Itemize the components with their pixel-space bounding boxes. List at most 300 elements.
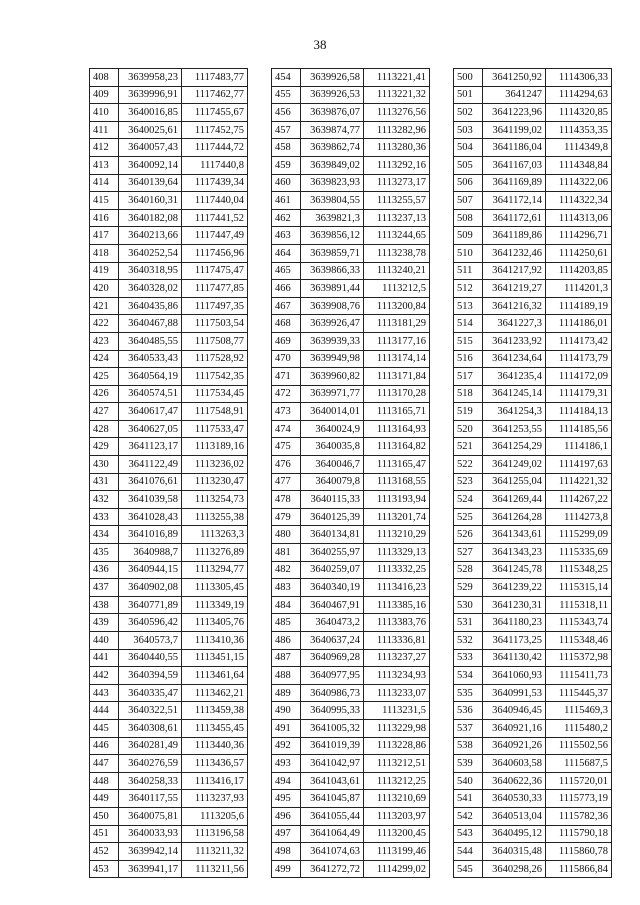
- x-coordinate-cell: 3640573,7: [119, 632, 182, 650]
- y-coordinate-cell: 1115299,09: [546, 526, 612, 544]
- point-number-cell: 442: [90, 667, 119, 685]
- y-coordinate-cell: 1113240,21: [364, 262, 430, 280]
- x-coordinate-cell: 3641122,49: [119, 456, 182, 474]
- x-coordinate-cell: 3641180,23: [483, 614, 546, 632]
- x-coordinate-cell: 3640495,12: [483, 825, 546, 843]
- table-row: [90, 244, 248, 262]
- table-row: [90, 491, 248, 509]
- table-row: [454, 332, 612, 350]
- x-coordinate-cell: 3639960,82: [301, 368, 364, 386]
- x-coordinate-cell: 3640125,39: [301, 508, 364, 526]
- y-coordinate-cell: 1117533,47: [182, 420, 248, 438]
- table-row: [272, 192, 430, 210]
- y-coordinate-cell: 1114186,01: [546, 315, 612, 333]
- x-coordinate-cell: 3639821,3: [301, 209, 364, 227]
- table-row: [454, 403, 612, 421]
- y-coordinate-cell: 1117456,96: [182, 244, 248, 262]
- x-coordinate-cell: 3641254,29: [483, 438, 546, 456]
- point-number-cell: 472: [272, 385, 301, 403]
- point-number-cell: 446: [90, 737, 119, 755]
- point-number-cell: 458: [272, 139, 301, 157]
- y-coordinate-cell: 1117534,45: [182, 385, 248, 403]
- y-coordinate-cell: 1113228,86: [364, 737, 430, 755]
- table-row: [454, 69, 612, 87]
- point-number-cell: 481: [272, 544, 301, 562]
- y-coordinate-cell: 1115790,18: [546, 825, 612, 843]
- coordinates-table-2: [271, 68, 430, 878]
- y-coordinate-cell: 1113276,89: [182, 544, 248, 562]
- point-number-cell: 447: [90, 755, 119, 773]
- table-row: [272, 69, 430, 87]
- x-coordinate-cell: 3640995,33: [301, 702, 364, 720]
- point-number-cell: 495: [272, 790, 301, 808]
- table-row: [454, 350, 612, 368]
- x-coordinate-cell: 3641223,96: [483, 104, 546, 122]
- table-row: [272, 860, 430, 878]
- x-coordinate-cell: 3640771,89: [119, 596, 182, 614]
- x-coordinate-cell: 3641250,92: [483, 69, 546, 87]
- point-number-cell: 522: [454, 456, 483, 474]
- y-coordinate-cell: 1113462,21: [182, 684, 248, 702]
- point-number-cell: 490: [272, 702, 301, 720]
- point-number-cell: 473: [272, 403, 301, 421]
- x-coordinate-cell: 3641253,55: [483, 420, 546, 438]
- table-row: [90, 667, 248, 685]
- y-coordinate-cell: 1113305,45: [182, 579, 248, 597]
- point-number-cell: 417: [90, 227, 119, 245]
- point-number-cell: 498: [272, 843, 301, 861]
- table-row: [90, 280, 248, 298]
- table-row: [454, 790, 612, 808]
- y-coordinate-cell: 1113196,58: [182, 825, 248, 843]
- x-coordinate-cell: 3640435,86: [119, 297, 182, 315]
- point-number-cell: 531: [454, 614, 483, 632]
- y-coordinate-cell: 1117440,04: [182, 192, 248, 210]
- point-number-cell: 410: [90, 104, 119, 122]
- y-coordinate-cell: 1114348,84: [546, 156, 612, 174]
- x-coordinate-cell: 3641064,49: [301, 825, 364, 843]
- point-number-cell: 411: [90, 121, 119, 139]
- x-coordinate-cell: 3639926,47: [301, 315, 364, 333]
- table-row: [454, 561, 612, 579]
- x-coordinate-cell: 3639949,98: [301, 350, 364, 368]
- table-row: [90, 508, 248, 526]
- x-coordinate-cell: 3640574,51: [119, 385, 182, 403]
- coordinates-table-1: [89, 68, 248, 878]
- table-row: [272, 280, 430, 298]
- x-coordinate-cell: 3640622,36: [483, 772, 546, 790]
- x-coordinate-cell: 3641055,44: [301, 807, 364, 825]
- table-row: [272, 561, 430, 579]
- y-coordinate-cell: 1114349,8: [546, 139, 612, 157]
- point-number-cell: 504: [454, 139, 483, 157]
- point-number-cell: 434: [90, 526, 119, 544]
- y-coordinate-cell: 1114313,06: [546, 209, 612, 227]
- point-number-cell: 450: [90, 807, 119, 825]
- point-number-cell: 486: [272, 632, 301, 650]
- y-coordinate-cell: 1113451,15: [182, 649, 248, 667]
- table-row: [90, 544, 248, 562]
- table-row: [272, 491, 430, 509]
- point-number-cell: 441: [90, 649, 119, 667]
- x-coordinate-cell: 3640308,61: [119, 719, 182, 737]
- x-coordinate-cell: 3640921,16: [483, 719, 546, 737]
- table-row: [454, 385, 612, 403]
- y-coordinate-cell: 1114294,63: [546, 86, 612, 104]
- x-coordinate-cell: 3640057,43: [119, 139, 182, 157]
- x-coordinate-cell: 3641216,32: [483, 297, 546, 315]
- point-number-cell: 478: [272, 491, 301, 509]
- table-row: [90, 368, 248, 386]
- table-row: [90, 684, 248, 702]
- y-coordinate-cell: 1113164,93: [364, 420, 430, 438]
- y-coordinate-cell: 1115315,14: [546, 579, 612, 597]
- table-row: [272, 244, 430, 262]
- point-number-cell: 416: [90, 209, 119, 227]
- point-number-cell: 425: [90, 368, 119, 386]
- y-coordinate-cell: 1113177,16: [364, 332, 430, 350]
- table-row: [90, 297, 248, 315]
- point-number-cell: 483: [272, 579, 301, 597]
- point-number-cell: 489: [272, 684, 301, 702]
- y-coordinate-cell: 1114185,56: [546, 420, 612, 438]
- x-coordinate-cell: 3641028,43: [119, 508, 182, 526]
- x-coordinate-cell: 3641249,02: [483, 456, 546, 474]
- x-coordinate-cell: 3640025,61: [119, 121, 182, 139]
- point-number-cell: 468: [272, 315, 301, 333]
- x-coordinate-cell: 3641227,3: [483, 315, 546, 333]
- point-number-cell: 429: [90, 438, 119, 456]
- x-coordinate-cell: 3640533,43: [119, 350, 182, 368]
- point-number-cell: 451: [90, 825, 119, 843]
- point-number-cell: 501: [454, 86, 483, 104]
- table-row: [90, 790, 248, 808]
- y-coordinate-cell: 1114179,31: [546, 385, 612, 403]
- y-coordinate-cell: 1117455,67: [182, 104, 248, 122]
- y-coordinate-cell: 1114186,1: [546, 438, 612, 456]
- x-coordinate-cell: 3639939,33: [301, 332, 364, 350]
- table-row: [90, 315, 248, 333]
- table-row: [272, 843, 430, 861]
- y-coordinate-cell: 1113165,71: [364, 403, 430, 421]
- x-coordinate-cell: 3641234,64: [483, 350, 546, 368]
- table-row: [272, 544, 430, 562]
- y-coordinate-cell: 1113211,32: [182, 843, 248, 861]
- point-number-cell: 507: [454, 192, 483, 210]
- table-row: [454, 121, 612, 139]
- x-coordinate-cell: 3641019,39: [301, 737, 364, 755]
- point-number-cell: 452: [90, 843, 119, 861]
- table-row: [454, 86, 612, 104]
- point-number-cell: 413: [90, 156, 119, 174]
- y-coordinate-cell: 1117542,35: [182, 368, 248, 386]
- y-coordinate-cell: 1113255,57: [364, 192, 430, 210]
- table-row: [90, 104, 248, 122]
- y-coordinate-cell: 1114189,19: [546, 297, 612, 315]
- y-coordinate-cell: 1113405,76: [182, 614, 248, 632]
- table-row: [454, 667, 612, 685]
- point-number-cell: 477: [272, 473, 301, 491]
- x-coordinate-cell: 3640016,85: [119, 104, 182, 122]
- table-row: [454, 156, 612, 174]
- point-number-cell: 431: [90, 473, 119, 491]
- x-coordinate-cell: 3640603,58: [483, 755, 546, 773]
- point-number-cell: 445: [90, 719, 119, 737]
- table-row: [272, 649, 430, 667]
- x-coordinate-cell: 3641045,87: [301, 790, 364, 808]
- table-row: [454, 649, 612, 667]
- x-coordinate-cell: 3640259,07: [301, 561, 364, 579]
- y-coordinate-cell: 1114306,33: [546, 69, 612, 87]
- point-number-cell: 424: [90, 350, 119, 368]
- point-number-cell: 499: [272, 860, 301, 878]
- y-coordinate-cell: 1115343,74: [546, 614, 612, 632]
- x-coordinate-cell: 3639823,93: [301, 174, 364, 192]
- y-coordinate-cell: 1114353,35: [546, 121, 612, 139]
- table-row: [272, 456, 430, 474]
- y-coordinate-cell: 1113168,55: [364, 473, 430, 491]
- point-number-cell: 443: [90, 684, 119, 702]
- x-coordinate-cell: 3640115,33: [301, 491, 364, 509]
- y-coordinate-cell: 1113170,28: [364, 385, 430, 403]
- table-row: [90, 350, 248, 368]
- point-number-cell: 409: [90, 86, 119, 104]
- table-row: [272, 104, 430, 122]
- y-coordinate-cell: 1113294,77: [182, 561, 248, 579]
- x-coordinate-cell: 3641167,03: [483, 156, 546, 174]
- y-coordinate-cell: 1113282,96: [364, 121, 430, 139]
- x-coordinate-cell: 3640134,81: [301, 526, 364, 544]
- point-number-cell: 428: [90, 420, 119, 438]
- y-coordinate-cell: 1117475,47: [182, 262, 248, 280]
- point-number-cell: 408: [90, 69, 119, 87]
- x-coordinate-cell: 3640335,47: [119, 684, 182, 702]
- point-number-cell: 517: [454, 368, 483, 386]
- y-coordinate-cell: 1117452,75: [182, 121, 248, 139]
- x-coordinate-cell: 3641173,25: [483, 632, 546, 650]
- y-coordinate-cell: 1114273,8: [546, 508, 612, 526]
- table-row: [272, 614, 430, 632]
- y-coordinate-cell: 1113236,02: [182, 456, 248, 474]
- table-row: [272, 420, 430, 438]
- x-coordinate-cell: 3640530,33: [483, 790, 546, 808]
- point-number-cell: 523: [454, 473, 483, 491]
- point-number-cell: 526: [454, 526, 483, 544]
- point-number-cell: 493: [272, 755, 301, 773]
- x-coordinate-cell: 3641060,93: [483, 667, 546, 685]
- y-coordinate-cell: 1113255,38: [182, 508, 248, 526]
- point-number-cell: 513: [454, 297, 483, 315]
- table-row: [272, 825, 430, 843]
- x-coordinate-cell: 3640298,26: [483, 860, 546, 878]
- x-coordinate-cell: 3641247: [483, 86, 546, 104]
- table-row: [272, 156, 430, 174]
- y-coordinate-cell: 1113171,84: [364, 368, 430, 386]
- x-coordinate-cell: 3640944,15: [119, 561, 182, 579]
- y-coordinate-cell: 1113332,25: [364, 561, 430, 579]
- point-number-cell: 439: [90, 614, 119, 632]
- table-row: [454, 297, 612, 315]
- table-row: [454, 596, 612, 614]
- table-row: [90, 596, 248, 614]
- point-number-cell: 482: [272, 561, 301, 579]
- point-number-cell: 492: [272, 737, 301, 755]
- y-coordinate-cell: 1115348,25: [546, 561, 612, 579]
- table-row: [272, 719, 430, 737]
- x-coordinate-cell: 3640988,7: [119, 544, 182, 562]
- x-coordinate-cell: 3640627,05: [119, 420, 182, 438]
- x-coordinate-cell: 3641042,97: [301, 755, 364, 773]
- table-row: [90, 473, 248, 491]
- x-coordinate-cell: 3639876,07: [301, 104, 364, 122]
- point-number-cell: 525: [454, 508, 483, 526]
- point-number-cell: 471: [272, 368, 301, 386]
- point-number-cell: 538: [454, 737, 483, 755]
- y-coordinate-cell: 1117503,54: [182, 315, 248, 333]
- x-coordinate-cell: 3640160,31: [119, 192, 182, 210]
- point-number-cell: 487: [272, 649, 301, 667]
- point-number-cell: 519: [454, 403, 483, 421]
- table-row: [90, 755, 248, 773]
- y-coordinate-cell: 1113280,36: [364, 139, 430, 157]
- table-row: [90, 843, 248, 861]
- x-coordinate-cell: 3641233,92: [483, 332, 546, 350]
- y-coordinate-cell: 1113233,07: [364, 684, 430, 702]
- x-coordinate-cell: 3640252,54: [119, 244, 182, 262]
- y-coordinate-cell: 1113205,6: [182, 807, 248, 825]
- y-coordinate-cell: 1117508,77: [182, 332, 248, 350]
- table-row: [90, 174, 248, 192]
- point-number-cell: 535: [454, 684, 483, 702]
- table-row: [90, 860, 248, 878]
- point-number-cell: 474: [272, 420, 301, 438]
- point-number-cell: 461: [272, 192, 301, 210]
- y-coordinate-cell: 1117528,92: [182, 350, 248, 368]
- table-row: [90, 192, 248, 210]
- x-coordinate-cell: 3641235,4: [483, 368, 546, 386]
- point-number-cell: 537: [454, 719, 483, 737]
- y-coordinate-cell: 1113273,17: [364, 174, 430, 192]
- table-row: [90, 807, 248, 825]
- y-coordinate-cell: 1113211,56: [182, 860, 248, 878]
- y-coordinate-cell: 1114221,32: [546, 473, 612, 491]
- point-number-cell: 521: [454, 438, 483, 456]
- x-coordinate-cell: 3641172,14: [483, 192, 546, 210]
- y-coordinate-cell: 1113416,17: [182, 772, 248, 790]
- table-row: [454, 807, 612, 825]
- point-number-cell: 502: [454, 104, 483, 122]
- table-row: [90, 702, 248, 720]
- x-coordinate-cell: 3640513,04: [483, 807, 546, 825]
- point-number-cell: 463: [272, 227, 301, 245]
- x-coordinate-cell: 3640617,47: [119, 403, 182, 421]
- table-row: [90, 825, 248, 843]
- table-row: [90, 579, 248, 597]
- point-number-cell: 536: [454, 702, 483, 720]
- table-row: [454, 473, 612, 491]
- table-row: [272, 121, 430, 139]
- y-coordinate-cell: 1115318,11: [546, 596, 612, 614]
- x-coordinate-cell: 3640902,08: [119, 579, 182, 597]
- table-row: [454, 368, 612, 386]
- x-coordinate-cell: 3640024,9: [301, 420, 364, 438]
- point-number-cell: 496: [272, 807, 301, 825]
- table-row: [454, 280, 612, 298]
- y-coordinate-cell: 1117548,91: [182, 403, 248, 421]
- x-coordinate-cell: 3640564,19: [119, 368, 182, 386]
- x-coordinate-cell: 3639804,55: [301, 192, 364, 210]
- point-number-cell: 491: [272, 719, 301, 737]
- point-number-cell: 475: [272, 438, 301, 456]
- x-coordinate-cell: 3641217,92: [483, 262, 546, 280]
- table-row: [272, 737, 430, 755]
- y-coordinate-cell: 1115348,46: [546, 632, 612, 650]
- y-coordinate-cell: 1115372,98: [546, 649, 612, 667]
- table-row: [272, 297, 430, 315]
- x-coordinate-cell: 3640033,93: [119, 825, 182, 843]
- y-coordinate-cell: 1113244,65: [364, 227, 430, 245]
- x-coordinate-cell: 3641199,02: [483, 121, 546, 139]
- y-coordinate-cell: 1113210,69: [364, 790, 430, 808]
- y-coordinate-cell: 1113440,36: [182, 737, 248, 755]
- y-coordinate-cell: 1117483,77: [182, 69, 248, 87]
- point-number-cell: 467: [272, 297, 301, 315]
- y-coordinate-cell: 1114250,61: [546, 244, 612, 262]
- x-coordinate-cell: 3640139,64: [119, 174, 182, 192]
- point-number-cell: 520: [454, 420, 483, 438]
- page-number: 38: [313, 37, 327, 52]
- point-number-cell: 488: [272, 667, 301, 685]
- x-coordinate-cell: 3641272,72: [301, 860, 364, 878]
- table-row: [454, 192, 612, 210]
- table-row: [272, 403, 430, 421]
- table-row: [454, 227, 612, 245]
- x-coordinate-cell: 3641005,32: [301, 719, 364, 737]
- y-coordinate-cell: 1113238,78: [364, 244, 430, 262]
- point-number-cell: 494: [272, 772, 301, 790]
- table-row: [272, 227, 430, 245]
- y-coordinate-cell: 1115860,78: [546, 843, 612, 861]
- table-row: [90, 632, 248, 650]
- table-row: [454, 737, 612, 755]
- y-coordinate-cell: 1113174,14: [364, 350, 430, 368]
- y-coordinate-cell: 1113193,94: [364, 491, 430, 509]
- y-coordinate-cell: 1114201,3: [546, 280, 612, 298]
- x-coordinate-cell: 3640276,59: [119, 755, 182, 773]
- x-coordinate-cell: 3641343,61: [483, 526, 546, 544]
- table-row: [272, 667, 430, 685]
- y-coordinate-cell: 1113210,29: [364, 526, 430, 544]
- point-number-cell: 545: [454, 860, 483, 878]
- table-row: [272, 772, 430, 790]
- y-coordinate-cell: 1113237,93: [182, 790, 248, 808]
- point-number-cell: 509: [454, 227, 483, 245]
- point-number-cell: 422: [90, 315, 119, 333]
- table-row: [454, 262, 612, 280]
- x-coordinate-cell: 3641074,63: [301, 843, 364, 861]
- x-coordinate-cell: 3639862,74: [301, 139, 364, 157]
- y-coordinate-cell: 1114184,13: [546, 403, 612, 421]
- y-coordinate-cell: 1117462,77: [182, 86, 248, 104]
- point-number-cell: 438: [90, 596, 119, 614]
- x-coordinate-cell: 3641172,61: [483, 209, 546, 227]
- table-row: [90, 719, 248, 737]
- x-coordinate-cell: 3640637,24: [301, 632, 364, 650]
- x-coordinate-cell: 3640117,55: [119, 790, 182, 808]
- table-row: [454, 491, 612, 509]
- y-coordinate-cell: 1114197,63: [546, 456, 612, 474]
- x-coordinate-cell: 3641039,58: [119, 491, 182, 509]
